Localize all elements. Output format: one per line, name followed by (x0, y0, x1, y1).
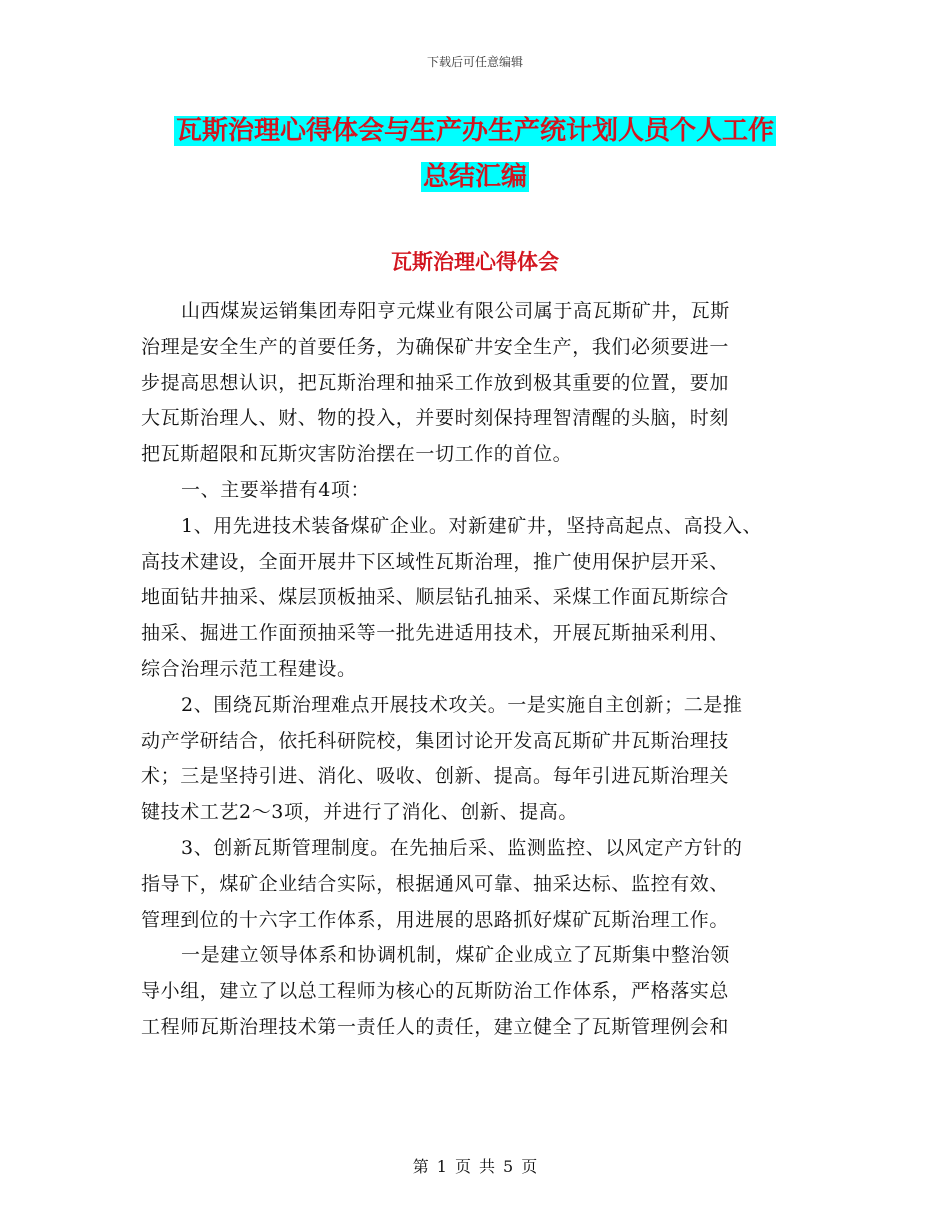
text-line: 地面钻井抽采、煤层顶板抽采、顺层钻孔抽采、采煤工作面瓦斯综合 (141, 586, 730, 609)
text-line: 高技术建设，全面开展井下区域性瓦斯治理，推广使用保护层开采、 (141, 550, 730, 573)
body-text (141, 294, 821, 1046)
text-line: 综合治理示范工程建设。 (141, 657, 357, 680)
text-line: 动产学研结合，依托科研院校，集团讨论开发高瓦斯矿井瓦斯治理技 (141, 729, 730, 752)
text-line: 1、用先进技术装备煤矿企业。对新建矿井，坚持高起点、高投入、 (181, 514, 763, 537)
title-line-1: 瓦斯治理心得体会与生产办生产统计划人员个人工作 (175, 116, 774, 146)
text-line: 一、主要举措有4项： (181, 478, 371, 501)
footer-ye-2: 页 (521, 1157, 538, 1176)
footer-ye: 页 (454, 1157, 471, 1176)
text-line: 管理到位的十六字工作体系，用进展的思路抓好煤矿瓦斯治理工作。 (141, 908, 730, 931)
text-line: 工程师瓦斯治理技术第一责任人的责任，建立健全了瓦斯管理例会和 (141, 1015, 730, 1038)
section-title: 瓦斯治理心得体会 (391, 250, 559, 274)
text-line: 导小组，建立了以总工程师为核心的瓦斯防治工作体系，严格落实总 (141, 980, 730, 1003)
text-line: 一是建立领导体系和协调机制，煤矿企业成立了瓦斯集中整治领 (181, 944, 730, 967)
text-line: 把瓦斯超限和瓦斯灾害防治摆在一切工作的首位。 (141, 443, 573, 466)
text-line: 指导下，煤矿企业结合实际，根据通风可靠、抽采达标、监控有效、 (141, 872, 730, 895)
document-title (0, 108, 950, 200)
text-line: 山西煤炭运销集团寿阳亨元煤业有限公司属于高瓦斯矿井，瓦斯 (181, 300, 730, 322)
page-total: 5 (503, 1157, 514, 1176)
footer-di: 第 (412, 1157, 429, 1176)
text-line: 大瓦斯治理人、财、物的投入，并要时刻保持理智清醒的头脑，时刻 (141, 407, 730, 430)
page-header: 下载后可任意编辑 (426, 55, 523, 69)
text-line: 2、围绕瓦斯治理难点开展技术攻关。一是实施自主创新；二是推 (181, 693, 743, 716)
text-line: 治理是安全生产的首要任务，为确保矿井安全生产，我们必须要进一 (141, 335, 730, 358)
text-line: 步提高思想认识，把瓦斯治理和抽采工作放到极其重要的位置，要加 (141, 371, 730, 394)
text-line: 抽采、掘进工作面预抽采等一批先进适用技术，开展瓦斯抽采利用、 (141, 622, 730, 645)
text-line: 术；三是坚持引进、消化、吸收、创新、提高。每年引进瓦斯治理关 (141, 765, 730, 788)
page-footer (0, 1154, 950, 1177)
title-line-2: 总结汇编 (422, 162, 527, 192)
footer-gong: 共 (479, 1157, 496, 1176)
text-line: 3、创新瓦斯管理制度。在先抽后采、监测监控、以风定产方针的 (181, 836, 743, 859)
text-line: 键技术工艺2～3项，并进行了消化、创新、提高。 (141, 801, 578, 824)
page-number: 1 (436, 1157, 447, 1176)
